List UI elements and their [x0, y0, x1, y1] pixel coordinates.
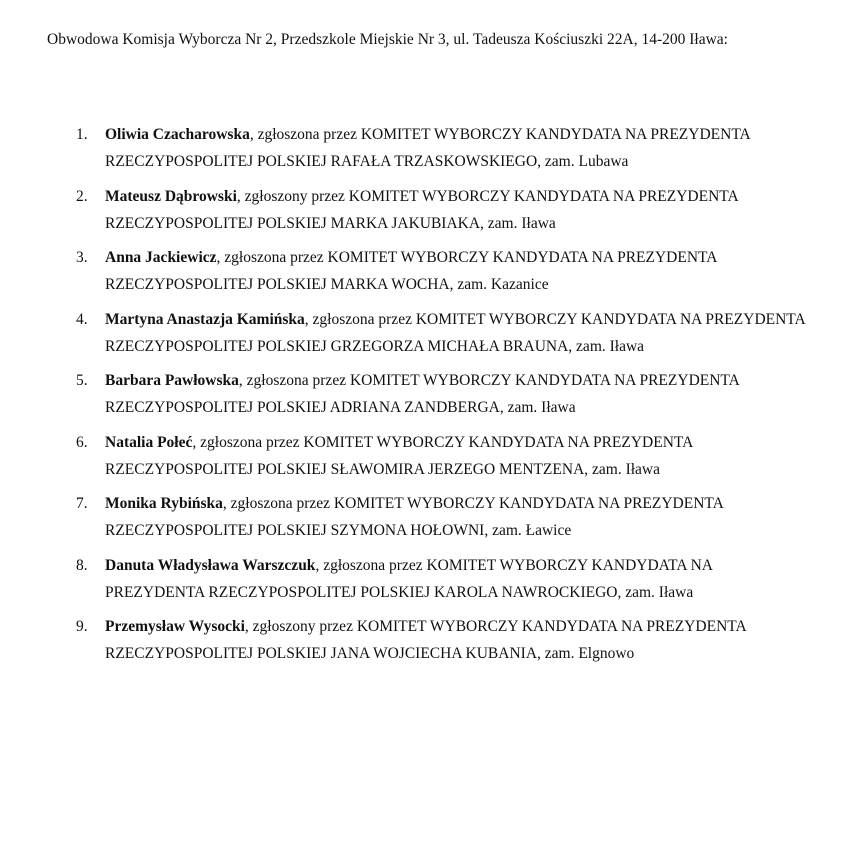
item-number: 9.	[76, 618, 88, 635]
member-name: Oliwia Czacharowska	[105, 126, 250, 143]
item-number: 4.	[76, 310, 88, 328]
member-details: , zgłoszona przez KOMITET WYBORCZY KANDYDATA NA PREZYDENTA RZECZYPOSPOLITEJ POLSKIEJ RAFAŁA TRZASKOWSKIEGO, zam. Lubawa	[105, 126, 750, 170]
member-details: , zgłoszona przez KOMITET WYBORCZY KANDYDATA NA PREZYDENTA RZECZYPOSPOLITEJ POLSKIEJ SŁAWOMIRA JERZEGO MENTZENA, zam. Iława	[105, 433, 693, 478]
list-item	[0, 183, 815, 237]
member-details: , zgłoszona przez KOMITET WYBORCZY KANDYDATA NA PREZYDENTA RZECZYPOSPOLITEJ POLSKIEJ GRZEGORZA MICHAŁA BRAUNA, zam. Iława	[105, 310, 805, 355]
list-item	[0, 121, 815, 175]
list-item	[0, 367, 815, 421]
member-name: Mateusz Dąbrowski	[105, 187, 237, 205]
member-name: Martyna Anastazja Kamińska	[105, 310, 305, 328]
member-details: , zgłoszona przez KOMITET WYBORCZY KANDYDATA NA PREZYDENTA RZECZYPOSPOLITEJ POLSKIEJ MARKA WOCHA, zam. Kazanice	[105, 249, 717, 293]
member-name: Anna Jackiewicz	[105, 249, 217, 266]
member-name: Monika Rybińska	[105, 495, 223, 512]
member-details: , zgłoszony przez KOMITET WYBORCZY KANDYDATA NA PREZYDENTA RZECZYPOSPOLITEJ POLSKIEJ MARKA JAKUBIAKA, zam. Iława	[105, 187, 738, 232]
item-number: 8.	[76, 556, 88, 574]
list-item	[0, 613, 815, 667]
member-name: Barbara Pawłowska	[105, 372, 239, 389]
item-number: 5.	[76, 372, 88, 389]
list-item	[0, 552, 815, 606]
item-number: 6.	[76, 433, 88, 451]
member-name: Przemysław Wysocki	[105, 618, 245, 635]
member-list	[0, 121, 860, 675]
item-number: 1.	[76, 126, 88, 143]
commission-header: Obwodowa Komisja Wyborcza Nr 2, Przedszkole Miejskie Nr 3, ul. Tadeusza Kościuszki 22A, 14-200 Iława:	[47, 31, 728, 48]
list-item	[0, 244, 815, 298]
member-name: Danuta Władysława Warszczuk	[105, 556, 316, 574]
list-item	[0, 429, 815, 483]
item-number: 3.	[76, 249, 88, 266]
item-number: 2.	[76, 187, 88, 205]
member-name: Natalia Połeć	[105, 433, 193, 451]
list-item	[0, 490, 815, 544]
item-number: 7.	[76, 495, 88, 512]
member-details: , zgłoszona przez KOMITET WYBORCZY KANDYDATA NA PREZYDENTA RZECZYPOSPOLITEJ POLSKIEJ ADRIANA ZANDBERGA, zam. Iława	[105, 372, 739, 416]
member-details: , zgłoszona przez KOMITET WYBORCZY KANDYDATA NA PREZYDENTA RZECZYPOSPOLITEJ POLSKIEJ KAROLA NAWROCKIEGO, zam. Iława	[105, 556, 713, 601]
list-item	[0, 306, 815, 360]
member-details: , zgłoszony przez KOMITET WYBORCZY KANDYDATA NA PREZYDENTA RZECZYPOSPOLITEJ POLSKIEJ JANA WOJCIECHA KUBANIA, zam. Elgnowo	[105, 618, 746, 662]
member-details: , zgłoszona przez KOMITET WYBORCZY KANDYDATA NA PREZYDENTA RZECZYPOSPOLITEJ POLSKIEJ SZYMONA HOŁOWNI, zam. Ławice	[105, 495, 723, 539]
